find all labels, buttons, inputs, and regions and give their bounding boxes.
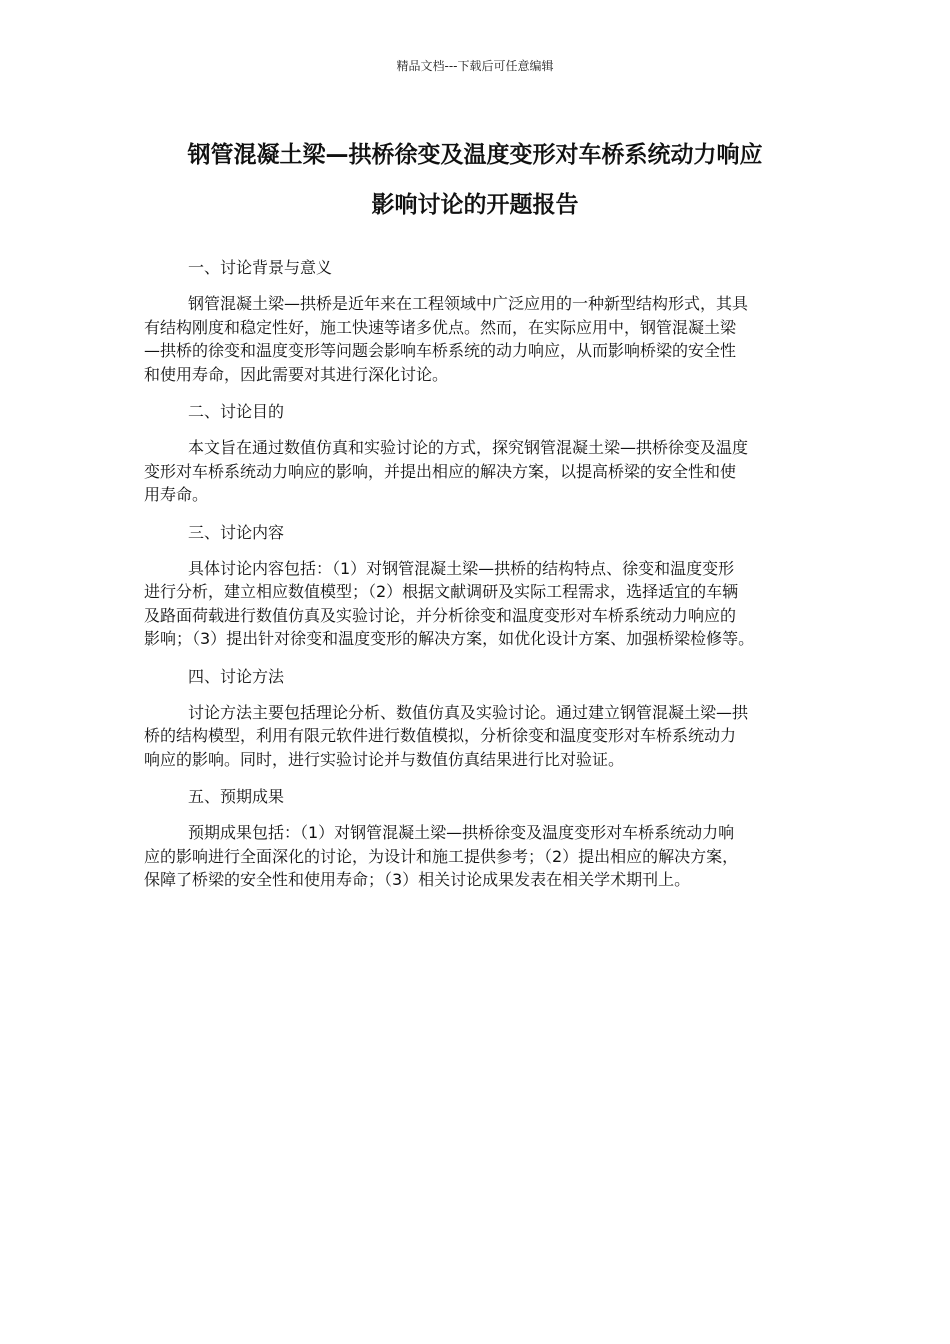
section-paragraph: 钢管混凝土梁—拱桥是近年来在工程领域中广泛应用的一种新型结构形式，其具 有结构刚度和稳定性好，施工快速等诸多优点。然而，在实际应用中，钢管混凝土梁 —拱桥的徐变和温度变形等问题会影响车桥系统的动力响应，从而影响桥梁的安全性 和使用寿命，因此需要对其进行深化讨论。	[144, 294, 749, 384]
section-background	[144, 256, 804, 386]
document-title-line-2: 影响讨论的开题报告	[371, 192, 579, 218]
section-method	[144, 665, 804, 772]
section-heading: 四、讨论方法	[188, 666, 285, 686]
document-body	[144, 256, 804, 906]
section-purpose	[144, 400, 804, 507]
document-title-line-1: 钢管混凝土梁—拱桥徐变及温度变形对车桥系统动力响应	[187, 142, 763, 168]
section-heading: 三、讨论内容	[188, 522, 285, 542]
section-heading: 一、讨论背景与意义	[188, 258, 333, 277]
section-paragraph: 讨论方法主要包括理论分析、数值仿真及实验讨论。通过建立钢管混凝土梁—拱 桥的结构模型，利用有限元软件进行数值模拟，分析徐变和温度变形对车桥系统动力 响应的影响。同时，进行实验讨论并与数值仿真结果进行比对验证。	[144, 702, 749, 769]
section-heading: 二、讨论目的	[188, 402, 285, 421]
section-paragraph: 预期成果包括：（1）对钢管混凝土梁—拱桥徐变及温度变形对车桥系统动力响 应的影响进行全面深化的讨论，为设计和施工提供参考；（2）提出相应的解决方案， 保障了桥梁的安全性和使用寿命；（3）相关讨论成果发表在相关学术期刊上。	[144, 823, 739, 889]
section-heading: 五、预期成果	[188, 787, 285, 806]
section-paragraph: 具体讨论内容包括：（1）对钢管混凝土梁—拱桥的结构特点、徐变和温度变形 进行分析，建立相应数值模型；（2）根据文献调研及实际工程需求，选择适宜的车辆 及路面荷载进行数值仿真及实验讨论，并分析徐变和温度变形对车桥系统动力响应的 影响；（3）提出针对徐变和温度变形的解决方案，如优化设计方案、加强桥梁检修等。	[144, 558, 755, 648]
section-content	[144, 521, 804, 651]
section-paragraph: 本文旨在通过数值仿真和实验讨论的方式，探究钢管混凝土梁—拱桥徐变及温度 变形对车桥系统动力响应的影响，并提出相应的解决方案，以提高桥梁的安全性和使 用寿命。	[144, 438, 749, 504]
page-header-note: 精品文档---下载后可任意编辑	[396, 59, 554, 73]
section-expected-results	[144, 785, 804, 892]
